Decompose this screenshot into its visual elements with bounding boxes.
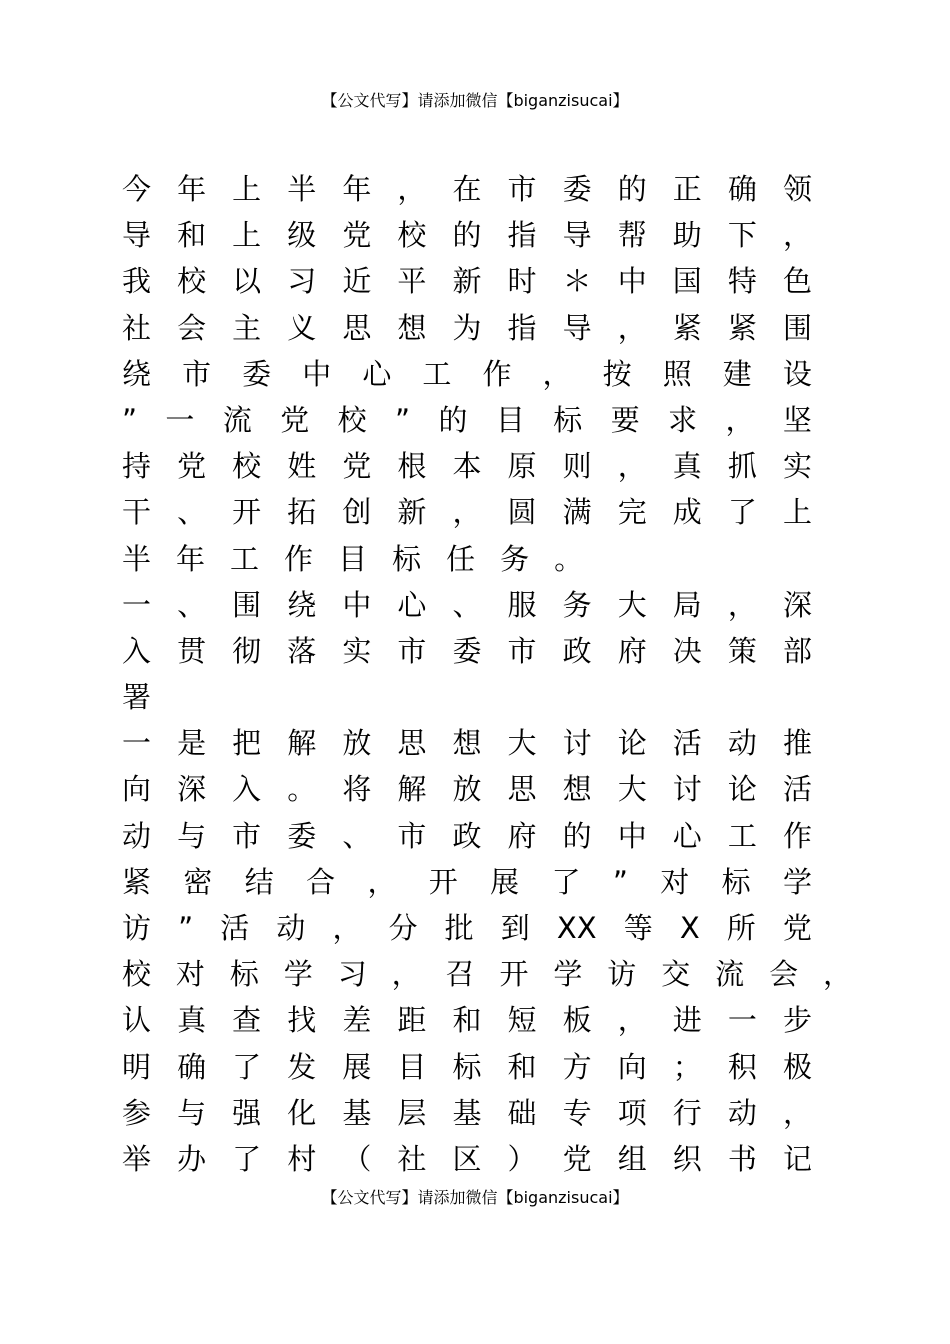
page-footer: 【公文代写】请添加微信【biganzisucai】 <box>321 1188 629 1207</box>
text-line: 认 真 查 找 差 距 和 短 板 ， 进 一 步 <box>122 1003 812 1038</box>
text-line: 举 办 了 村 （ 社 区 ） 党 组 织 书 记 <box>122 1141 812 1176</box>
text-line: 一 是 把 解 放 思 想 大 讨 论 活 动 推 <box>122 726 812 761</box>
text-line: 参 与 强 化 基 层 基 础 专 项 行 动 ， <box>122 1095 812 1130</box>
text-line: 校 对 标 学 习 ， 召 开 学 访 交 流 会 ， <box>122 957 852 992</box>
text-line: 署 <box>122 680 152 715</box>
page-header: 【公文代写】请添加微信【biganzisucai】 <box>321 91 629 110</box>
text-line: 一 、 围 绕 中 心 、 服 务 大 局 ， 深 <box>122 587 812 622</box>
text-line: 动 与 市 委 、 市 政 府 的 中 心 工 作 <box>122 818 812 853</box>
text-line: 导 和 上 级 党 校 的 指 导 帮 助 下 ， <box>122 218 812 253</box>
text-line: 今 年 上 半 年 ， 在 市 委 的 正 确 领 <box>122 172 812 206</box>
text-line: 向 深 入 。 将 解 放 思 想 大 讨 论 活 <box>122 772 812 807</box>
text-line: ” 一 流 党 校 ” 的 目 标 要 求 ， 坚 <box>122 402 812 437</box>
text-line: 社 会 主 义 思 想 为 指 导 ， 紧 紧 围 <box>122 310 812 345</box>
document-body <box>122 166 852 1182</box>
text-line: 半 年 工 作 目 标 任 务 。 <box>122 541 584 576</box>
text-line: 访 ” 活 动 ， 分 批 到 XX 等 X 所 党 <box>122 911 812 945</box>
text-line: 明 确 了 发 展 目 标 和 方 向 ； 积 极 <box>122 1049 812 1084</box>
text-line: 持 党 校 姓 党 根 本 原 则 ， 真 抓 实 <box>122 449 812 484</box>
text-line: 我 校 以 习 近 平 新 时 ＊ 中 国 特 色 <box>122 264 812 299</box>
text-line: 干 、 开 拓 创 新 ， 圆 满 完 成 了 上 <box>122 495 812 530</box>
text-line: 绕 市 委 中 心 工 作 ， 按 照 建 设 <box>122 356 812 391</box>
text-line: 入 贯 彻 落 实 市 委 市 政 府 决 策 部 <box>122 633 812 668</box>
text-line: 紧 密 结 合 ， 开 展 了 ” 对 标 学 <box>122 864 812 899</box>
